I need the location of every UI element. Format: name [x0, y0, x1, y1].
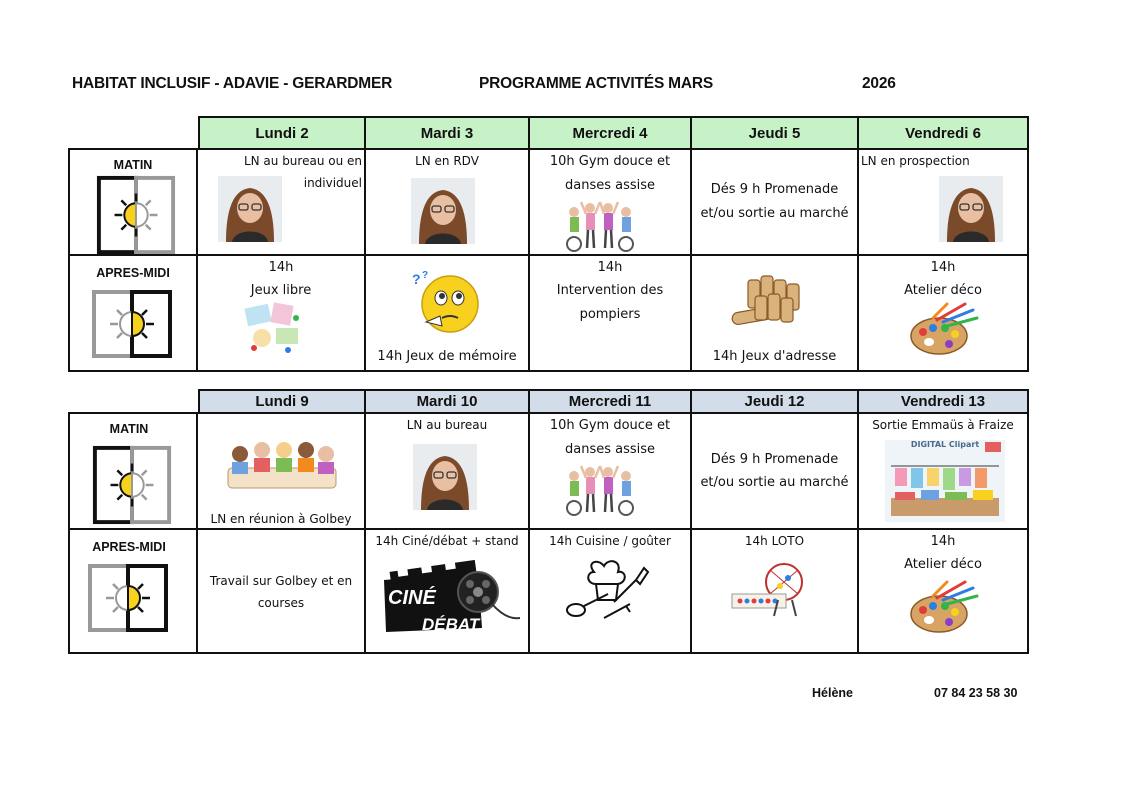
- header-title: HABITAT INCLUSIF - ADAVIE - GERARDMER: [72, 75, 393, 92]
- activity-time: 14h: [930, 260, 956, 275]
- activity-text: Intervention des: [556, 283, 664, 298]
- day-header: Jeudi 12: [692, 389, 859, 414]
- activity-text: danses assise: [564, 442, 656, 457]
- activity-text: Jeux libre: [250, 283, 312, 298]
- activity-text: 14h Jeux d'adresse: [712, 349, 837, 364]
- activity-cell: [692, 256, 859, 372]
- activity-cell: [692, 414, 859, 530]
- activity-text: Travail sur Golbey et en: [209, 574, 353, 588]
- activity-text: 14h Jeux de mémoire: [377, 349, 517, 364]
- activity-cell: [530, 150, 692, 256]
- activity-text: LN en prospection: [861, 154, 970, 168]
- activity-text: 14h LOTO: [744, 534, 805, 548]
- activity-cell: [530, 530, 692, 654]
- slot-apres-midi: [68, 530, 198, 654]
- activity-text: Atelier déco: [904, 283, 982, 298]
- activity-cell: [366, 530, 530, 654]
- activity-text: 14h Cuisine / goûter: [549, 534, 671, 548]
- cine-label: CINÉ: [388, 587, 436, 609]
- activity-text: LN au bureau ou en: [243, 154, 362, 168]
- activity-time: 14h: [930, 534, 956, 549]
- activity-cell: [366, 414, 530, 530]
- paint-palette-icon: [907, 580, 979, 634]
- board-games-icon: [242, 300, 306, 358]
- activity-cell: [859, 414, 1029, 530]
- activity-cell: [859, 530, 1029, 654]
- activity-text: individuel: [303, 176, 362, 190]
- activity-cell: [198, 150, 366, 256]
- activity-text: courses: [257, 596, 305, 610]
- slot-apres-midi: [68, 256, 198, 372]
- week2-apres-row: [68, 530, 1029, 654]
- slot-matin: [68, 414, 198, 530]
- contact-phone: 07 84 23 58 30: [934, 686, 1018, 700]
- activity-cell: [692, 530, 859, 654]
- activity-text: Sortie Emmaüs à Fraize: [872, 418, 1014, 432]
- day-header: Mardi 3: [366, 116, 530, 150]
- program-year: 2026: [862, 75, 896, 92]
- activity-cell: [692, 150, 859, 256]
- activity-text: Dés 9 h Promenade: [710, 182, 839, 197]
- day-header: Lundi 2: [198, 116, 366, 150]
- activity-text: et/ou sortie au marché: [700, 475, 849, 490]
- debat-label: DÉBAT: [422, 615, 480, 634]
- week1-apres-row: [68, 256, 1029, 372]
- activity-cell: [198, 414, 366, 530]
- week1-schedule: [68, 116, 1029, 372]
- afternoon-sun-icon: [90, 288, 174, 360]
- activity-text: Atelier déco: [904, 557, 982, 572]
- clipart-watermark: DIGITAL Clipart: [910, 440, 980, 449]
- week2-corner: [68, 389, 198, 414]
- slot-label-apres-midi: APRES-MIDI: [92, 540, 166, 554]
- afternoon-sun-icon: [86, 562, 170, 634]
- day-header: Jeudi 5: [692, 116, 859, 150]
- activity-text: LN au bureau: [406, 418, 488, 432]
- activity-time: 14h: [597, 260, 623, 275]
- activity-text: 14h Ciné/débat + stand: [375, 534, 519, 548]
- loto-bingo-icon: [730, 560, 816, 618]
- thrift-shop-icon: [885, 440, 1005, 522]
- activity-cell: [198, 530, 366, 654]
- molkky-game-icon: [728, 270, 810, 330]
- svg-text:?: ?: [422, 270, 429, 281]
- activity-cell: [859, 150, 1029, 256]
- activity-text: danses assise: [564, 178, 656, 193]
- slot-label-matin: MATIN: [113, 158, 153, 172]
- activity-cell: [198, 256, 366, 372]
- slot-label-apres-midi: APRES-MIDI: [96, 266, 170, 280]
- meeting-people-icon: [224, 432, 340, 492]
- week2-schedule: [68, 389, 1029, 654]
- activity-text: LN en réunion à Golbey: [210, 512, 352, 526]
- program-title: PROGRAMME ACTIVITÉS MARS: [479, 75, 714, 92]
- paint-palette-icon: [907, 302, 979, 356]
- activity-text: 10h Gym douce et: [549, 418, 671, 433]
- week2-header-row: [68, 389, 1029, 414]
- week1-corner: [68, 116, 198, 150]
- activity-cell: [530, 256, 692, 372]
- activity-cell: [366, 150, 530, 256]
- thinking-emoji-icon: [408, 270, 484, 336]
- person-photo: [218, 176, 282, 242]
- slot-label-matin: MATIN: [109, 422, 149, 436]
- activity-text: pompiers: [579, 307, 641, 322]
- day-header: Vendredi 13: [859, 389, 1029, 414]
- week1-header-row: [68, 116, 1029, 150]
- activity-cell: [366, 256, 530, 372]
- week2-matin-row: [68, 414, 1029, 530]
- gym-illustration-icon: [560, 462, 640, 516]
- morning-sun-icon: [90, 444, 174, 526]
- cooking-utensils-icon: [564, 560, 656, 622]
- contact-name: Hélène: [812, 686, 853, 700]
- person-photo: [413, 444, 477, 510]
- slot-matin: [68, 150, 198, 256]
- activity-text: et/ou sortie au marché: [700, 206, 849, 221]
- activity-cell: [530, 414, 692, 530]
- morning-sun-icon: [94, 174, 178, 256]
- activity-text: LN en RDV: [415, 154, 479, 168]
- activity-text: Dés 9 h Promenade: [710, 452, 839, 467]
- activity-time: 14h: [268, 260, 294, 275]
- person-photo: [411, 178, 475, 244]
- day-header: Mercredi 11: [530, 389, 692, 414]
- day-header: Mardi 10: [366, 389, 530, 414]
- gym-illustration-icon: [560, 198, 640, 252]
- day-header: Lundi 9: [198, 389, 366, 414]
- svg-text:?: ?: [412, 271, 421, 287]
- activity-text: 10h Gym douce et: [549, 154, 671, 169]
- week1-matin-row: [68, 150, 1029, 256]
- person-photo: [939, 176, 1003, 242]
- day-header: Mercredi 4: [530, 116, 692, 150]
- day-header: Vendredi 6: [859, 116, 1029, 150]
- activity-cell: [859, 256, 1029, 372]
